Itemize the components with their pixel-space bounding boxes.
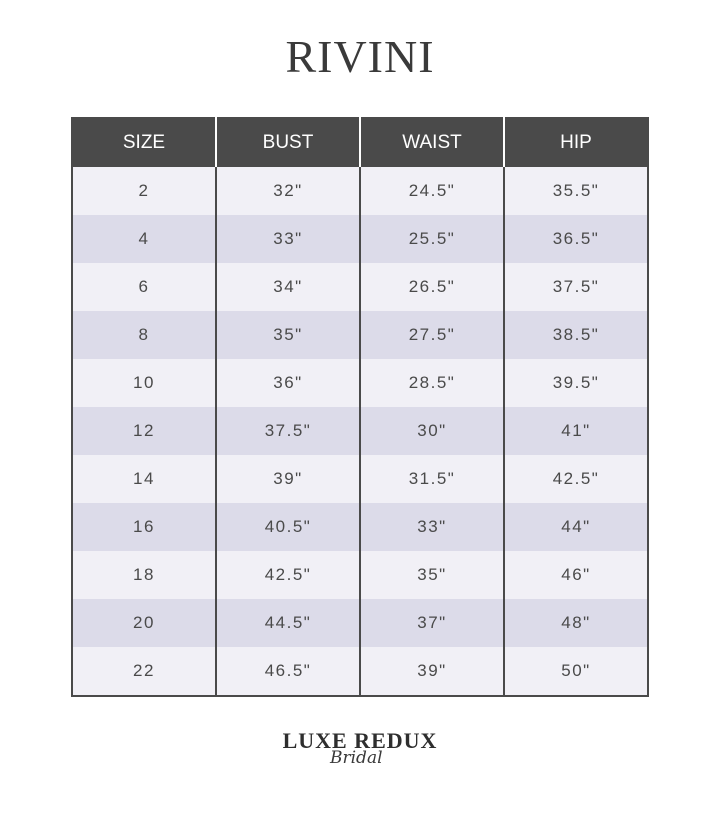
logo-wordmark: LUXE REDUX xyxy=(282,728,438,753)
table-row xyxy=(72,503,648,551)
table-row xyxy=(72,599,648,647)
hip-cell: 46" xyxy=(504,551,648,599)
bust-cell: 40.5" xyxy=(216,503,360,551)
waist-cell: 28.5" xyxy=(360,359,504,407)
size-cell: 12 xyxy=(72,407,216,455)
hip-cell: 37.5" xyxy=(504,263,648,311)
waist-cell: 37" xyxy=(360,599,504,647)
column-header-hip: HIP xyxy=(504,118,648,167)
bust-cell: 44.5" xyxy=(216,599,360,647)
table-row xyxy=(72,551,648,599)
hip-cell: 35.5" xyxy=(504,167,648,215)
hip-cell: 48" xyxy=(504,599,648,647)
hip-cell: 44" xyxy=(504,503,648,551)
table-row xyxy=(72,215,648,263)
table-row xyxy=(72,647,648,696)
size-cell: 16 xyxy=(72,503,216,551)
hip-cell: 41" xyxy=(504,407,648,455)
waist-cell: 30" xyxy=(360,407,504,455)
bust-cell: 37.5" xyxy=(216,407,360,455)
waist-cell: 26.5" xyxy=(360,263,504,311)
brand-title: RIVINI xyxy=(285,31,435,82)
hip-cell: 36.5" xyxy=(504,215,648,263)
bust-cell: 46.5" xyxy=(216,647,360,696)
table-row xyxy=(72,167,648,215)
bust-cell: 42.5" xyxy=(216,551,360,599)
waist-cell: 25.5" xyxy=(360,215,504,263)
table-row xyxy=(72,359,648,407)
size-cell: 18 xyxy=(72,551,216,599)
bust-cell: 34" xyxy=(216,263,360,311)
column-header-bust: BUST xyxy=(216,118,360,167)
waist-cell: 31.5" xyxy=(360,455,504,503)
size-cell: 4 xyxy=(72,215,216,263)
bust-cell: 35" xyxy=(216,311,360,359)
column-header-size: SIZE xyxy=(72,118,216,167)
size-cell: 14 xyxy=(72,455,216,503)
table-row xyxy=(72,455,648,503)
size-cell: 22 xyxy=(72,647,216,696)
waist-cell: 33" xyxy=(360,503,504,551)
waist-cell: 39" xyxy=(360,647,504,696)
waist-cell: 27.5" xyxy=(360,311,504,359)
bust-cell: 39" xyxy=(216,455,360,503)
column-header-waist: WAIST xyxy=(360,118,504,167)
table-row xyxy=(72,263,648,311)
bust-cell: 36" xyxy=(216,359,360,407)
table-row xyxy=(72,407,648,455)
size-cell: 6 xyxy=(72,263,216,311)
size-cell: 10 xyxy=(72,359,216,407)
hip-cell: 42.5" xyxy=(504,455,648,503)
size-cell: 2 xyxy=(72,167,216,215)
waist-cell: 24.5" xyxy=(360,167,504,215)
footer-logo xyxy=(0,728,720,778)
hip-cell: 38.5" xyxy=(504,311,648,359)
bust-cell: 33" xyxy=(216,215,360,263)
logo-script: Bridal xyxy=(330,748,383,768)
size-chart-table xyxy=(71,117,649,697)
bust-cell: 32" xyxy=(216,167,360,215)
waist-cell: 35" xyxy=(360,551,504,599)
table-row xyxy=(72,311,648,359)
hip-cell: 39.5" xyxy=(504,359,648,407)
size-cell: 20 xyxy=(72,599,216,647)
hip-cell: 50" xyxy=(504,647,648,696)
size-cell: 8 xyxy=(72,311,216,359)
table-header-row xyxy=(72,118,648,167)
